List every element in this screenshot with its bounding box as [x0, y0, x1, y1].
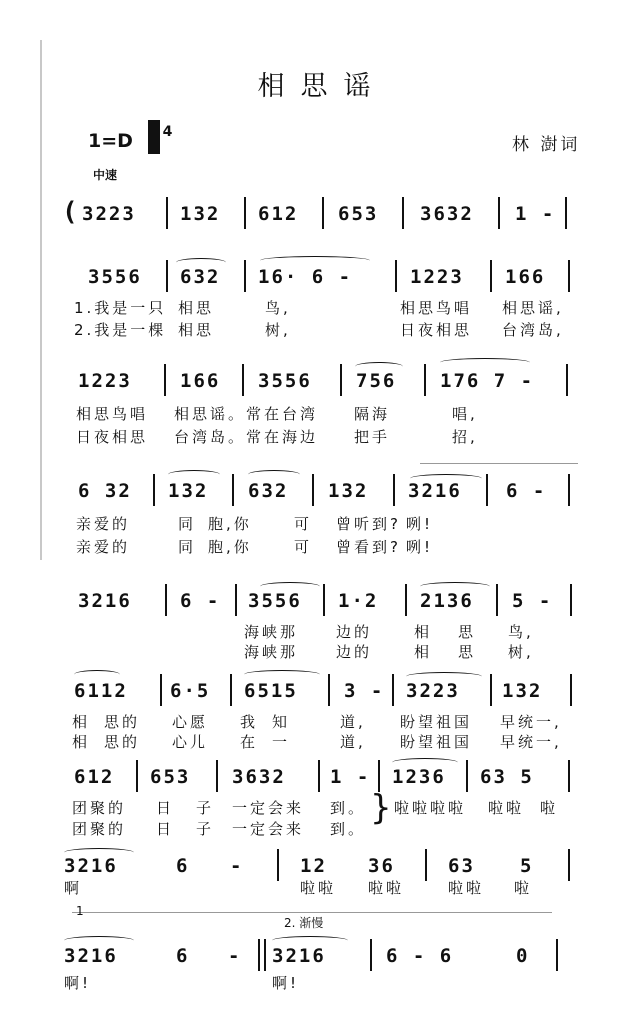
- note-group: 3556: [248, 590, 302, 612]
- bar-line: [490, 260, 492, 292]
- bar-line: [318, 760, 320, 792]
- lyric-text: 树,: [265, 321, 291, 339]
- note-group: 166: [180, 370, 221, 392]
- note-group: 3556: [258, 370, 312, 392]
- note-group: 5: [520, 855, 534, 877]
- note-group: 632: [180, 266, 221, 288]
- lyric-text: 咧!: [406, 515, 434, 533]
- lyric-line: [0, 877, 644, 899]
- lyric-line: [0, 513, 644, 535]
- note-group: 132: [328, 480, 369, 502]
- bar-line: [244, 260, 246, 292]
- lyric-text: 心儿: [172, 733, 209, 751]
- bar-line: [244, 197, 246, 229]
- lyric-text: 一定会来: [232, 799, 305, 817]
- lyric-text: 亲爱的: [76, 515, 131, 533]
- note-group: 632: [248, 480, 289, 502]
- song-title: 相思谣: [257, 71, 387, 102]
- lyric-text: 1.我是一只: [74, 299, 167, 317]
- slur: [244, 670, 320, 679]
- bar-line: [216, 760, 218, 792]
- lyric-text: 亲爱的: [76, 538, 131, 556]
- lyric-text: 相思鸟唱: [76, 405, 149, 423]
- lyric-text: 树,: [508, 643, 534, 661]
- note-group: 3223: [406, 680, 460, 702]
- lyric-text: 同: [178, 538, 197, 556]
- bar-line: [496, 584, 498, 616]
- note-group: -: [228, 945, 242, 967]
- lyric-text: 曾听到?: [336, 515, 401, 533]
- bar-line: [568, 260, 570, 292]
- lyric-text: 台湾岛。常在海边: [174, 428, 319, 446]
- note-group: 16· 6 -: [258, 266, 353, 288]
- bar-line: [232, 474, 234, 506]
- lyric-text: 日夜相思: [76, 428, 149, 446]
- bar-line: [568, 474, 570, 506]
- bar-line: [230, 674, 232, 706]
- lyric-text: 早统一,: [500, 713, 562, 731]
- lyric-text: 啦啦啦啦: [394, 799, 467, 817]
- slur: [74, 670, 120, 679]
- note-group: 6: [176, 855, 190, 877]
- lyric-text: 鸟,: [265, 299, 291, 317]
- lyric-text: 心愿: [172, 713, 209, 731]
- lyric-line: [0, 319, 644, 341]
- lyric-text: 日: [156, 799, 175, 817]
- slur: [272, 936, 348, 945]
- note-group: 1236: [392, 766, 446, 788]
- bar-line: [566, 364, 568, 396]
- bar-line: [165, 584, 167, 616]
- bar-line: [328, 674, 330, 706]
- note-group: 3223: [82, 203, 136, 225]
- lyric-text: 招,: [452, 428, 478, 446]
- lyric-text: 日: [156, 820, 175, 838]
- note-group: 36: [368, 855, 395, 877]
- slur: [248, 470, 300, 479]
- bar-line: [424, 364, 426, 396]
- lyric-text: 日夜相思: [400, 321, 473, 339]
- note-group: 653: [338, 203, 379, 225]
- lyric-text: 2.我是一棵: [74, 321, 167, 339]
- lyric-text: 盼望祖国: [400, 733, 473, 751]
- lyric-text: 相思: [178, 299, 215, 317]
- lyric-text: 同: [178, 515, 197, 533]
- lyric-text: 相思谣。常在台湾: [174, 405, 319, 423]
- ending-line: [72, 912, 552, 913]
- lyric-text: 海峡那: [244, 623, 299, 641]
- lyric-line: [0, 536, 644, 558]
- lyric-text: 胞,你: [208, 538, 252, 556]
- slur: [440, 358, 530, 367]
- notation-row: [0, 590, 644, 620]
- slur: [168, 470, 220, 479]
- lyric-text: 团聚的: [72, 799, 127, 817]
- lyric-text: 把手: [354, 428, 391, 446]
- note-group: 3632: [420, 203, 474, 225]
- lyric-text: 相: [72, 713, 91, 731]
- time-signature-bottom: 4: [162, 124, 173, 140]
- lyric-text: 子: [196, 799, 215, 817]
- notation-row: [0, 197, 644, 233]
- key-signature: 1=D: [88, 130, 133, 152]
- note-group: 132: [168, 480, 209, 502]
- lyric-line: [0, 972, 644, 994]
- lyric-text: 可: [294, 515, 313, 533]
- bar-line: [312, 474, 314, 506]
- note-group: 5 -: [512, 590, 553, 612]
- bar-line: [370, 939, 372, 971]
- lyric-text: 道,: [340, 733, 366, 751]
- lyric-text: 子: [196, 820, 215, 838]
- lyricist-credit: 林 澍词: [512, 135, 581, 155]
- slur: [392, 758, 458, 767]
- lyric-text: 相: [72, 733, 91, 751]
- lyric-text: 啊!: [272, 974, 300, 992]
- lyric-text: 相思谣,: [502, 299, 564, 317]
- lyric-text: 啦啦: [488, 799, 525, 817]
- lyric-text: 胞,你: [208, 515, 252, 533]
- bar-line: [160, 674, 162, 706]
- note-group: 1·2: [338, 590, 379, 612]
- lyric-text: 在: [240, 733, 259, 751]
- notation-row: [0, 680, 644, 710]
- lyric-line: [0, 711, 644, 733]
- lyric-text: 啊: [64, 879, 83, 897]
- note-group: 6112: [74, 680, 128, 702]
- notation-row: [0, 480, 644, 510]
- slur: [355, 362, 403, 371]
- lyric-line: [0, 731, 644, 753]
- lyric-text: 啦啦: [448, 879, 485, 897]
- lyric-text: 啦: [540, 799, 559, 817]
- lyric-text: 盼望祖国: [400, 713, 473, 731]
- lyric-text: 隔海: [354, 405, 391, 423]
- bar-line: [565, 197, 567, 229]
- note-group: 3216: [64, 855, 118, 877]
- bar-line: [498, 197, 500, 229]
- lyric-text: 相: [414, 623, 433, 641]
- bar-line: [264, 939, 266, 971]
- notation-row: [0, 945, 644, 975]
- note-group: 3216: [408, 480, 462, 502]
- lyric-text: 啊!: [64, 974, 92, 992]
- note-group: 132: [180, 203, 221, 225]
- lyric-line: [0, 621, 644, 643]
- lyric-text: 海峡那: [244, 643, 299, 661]
- lyric-text: 可: [294, 538, 313, 556]
- lyric-text: 边的: [336, 643, 373, 661]
- bar-line: [323, 584, 325, 616]
- note-group: 6: [176, 945, 190, 967]
- bar-line: [486, 474, 488, 506]
- notation-row: [0, 766, 644, 796]
- note-group: 653: [150, 766, 191, 788]
- first-ending-marker: 1: [76, 904, 84, 918]
- slur: [64, 936, 134, 945]
- note-group: 3 -: [344, 680, 385, 702]
- note-group: 166: [505, 266, 546, 288]
- lyric-line: [0, 641, 644, 663]
- note-group: 3216: [78, 590, 132, 612]
- note-group: 1223: [78, 370, 132, 392]
- lyric-text: 思的: [104, 733, 141, 751]
- bar-line: [340, 364, 342, 396]
- bar-line: [570, 674, 572, 706]
- note-group: 6 - 6: [386, 945, 454, 967]
- lyric-line: [0, 297, 644, 319]
- bar-line: [490, 674, 492, 706]
- slur: [410, 474, 482, 483]
- bar-line: [164, 364, 166, 396]
- lyric-line: [0, 797, 644, 819]
- bar-line: [402, 197, 404, 229]
- bar-line: [568, 760, 570, 792]
- repeat-parenthesis: (: [62, 197, 80, 227]
- note-group: 63 5: [480, 766, 534, 788]
- note-group: 6·5: [170, 680, 211, 702]
- slur: [176, 258, 226, 267]
- note-group: 63: [448, 855, 475, 877]
- lyric-text: 思的: [104, 713, 141, 731]
- bar-line: [258, 939, 260, 971]
- note-group: 176 7 -: [440, 370, 535, 392]
- lyric-text: 思: [458, 643, 477, 661]
- note-group: 3556: [88, 266, 142, 288]
- bar-line: [136, 760, 138, 792]
- note-group: 756: [356, 370, 397, 392]
- lyric-text: 知: [272, 713, 291, 731]
- note-group: 12: [300, 855, 327, 877]
- bar-line: [393, 474, 395, 506]
- lyric-text: 边的: [336, 623, 373, 641]
- slur: [260, 582, 320, 591]
- lyric-text: 道,: [340, 713, 366, 731]
- note-group: 0: [516, 945, 530, 967]
- note-group: 132: [502, 680, 543, 702]
- lyric-line: [0, 426, 644, 448]
- note-group: 1223: [410, 266, 464, 288]
- bar-line: [466, 760, 468, 792]
- note-group: 3632: [232, 766, 286, 788]
- lyric-text: 啦: [514, 879, 533, 897]
- lyric-text: 相思鸟唱: [400, 299, 473, 317]
- ending-line: [420, 463, 578, 464]
- lyric-text: 曾看到?: [336, 538, 401, 556]
- note-group: -: [230, 855, 244, 877]
- bar-line: [235, 584, 237, 616]
- slur: [64, 848, 134, 857]
- lyric-text: 一定会来: [232, 820, 305, 838]
- bar-line: [392, 674, 394, 706]
- time-signature: [148, 125, 172, 139]
- note-group: 1 -: [515, 203, 556, 225]
- note-group: 3216: [64, 945, 118, 967]
- lyric-line: [0, 818, 644, 840]
- lyric-text: 台湾岛,: [502, 321, 564, 339]
- second-ending-marker: 2. 渐慢: [284, 916, 324, 930]
- bar-line: [556, 939, 558, 971]
- lyric-text: 相思: [178, 321, 215, 339]
- notation-row: [0, 266, 644, 296]
- lyric-text: 啦啦: [300, 879, 337, 897]
- lyric-text: 我: [240, 713, 259, 731]
- note-group: 6515: [244, 680, 298, 702]
- slur: [406, 672, 482, 681]
- lyric-text: 到。: [330, 820, 367, 838]
- lyric-text: 咧!: [406, 538, 434, 556]
- slur: [260, 256, 370, 265]
- tempo-marking: 中速: [93, 168, 118, 182]
- lyric-text: 鸟,: [508, 623, 534, 641]
- note-group: 6 -: [506, 480, 547, 502]
- bar-line: [570, 584, 572, 616]
- bar-line: [405, 584, 407, 616]
- lyric-text: 啦啦: [368, 879, 405, 897]
- note-group: 6 32: [78, 480, 132, 502]
- lyric-line: [0, 403, 644, 425]
- note-group: 6 -: [180, 590, 221, 612]
- lyric-text: 一: [272, 733, 291, 751]
- bar-line: [166, 260, 168, 292]
- lyric-text: 思: [458, 623, 477, 641]
- lyric-text: 早统一,: [500, 733, 562, 751]
- note-group: 2136: [420, 590, 474, 612]
- note-group: 612: [258, 203, 299, 225]
- note-group: 3216: [272, 945, 326, 967]
- bar-line: [153, 474, 155, 506]
- note-group: 1 -: [330, 766, 371, 788]
- brace: }: [370, 788, 392, 828]
- bar-line: [242, 364, 244, 396]
- slur: [420, 582, 490, 591]
- bar-line: [395, 260, 397, 292]
- notation-row: [0, 370, 644, 400]
- note-group: 612: [74, 766, 115, 788]
- lyric-text: 唱,: [452, 405, 478, 423]
- lyric-text: 相: [414, 643, 433, 661]
- bar-line: [322, 197, 324, 229]
- bar-line: [166, 197, 168, 229]
- lyric-text: 团聚的: [72, 820, 127, 838]
- lyric-text: 到。: [330, 799, 367, 817]
